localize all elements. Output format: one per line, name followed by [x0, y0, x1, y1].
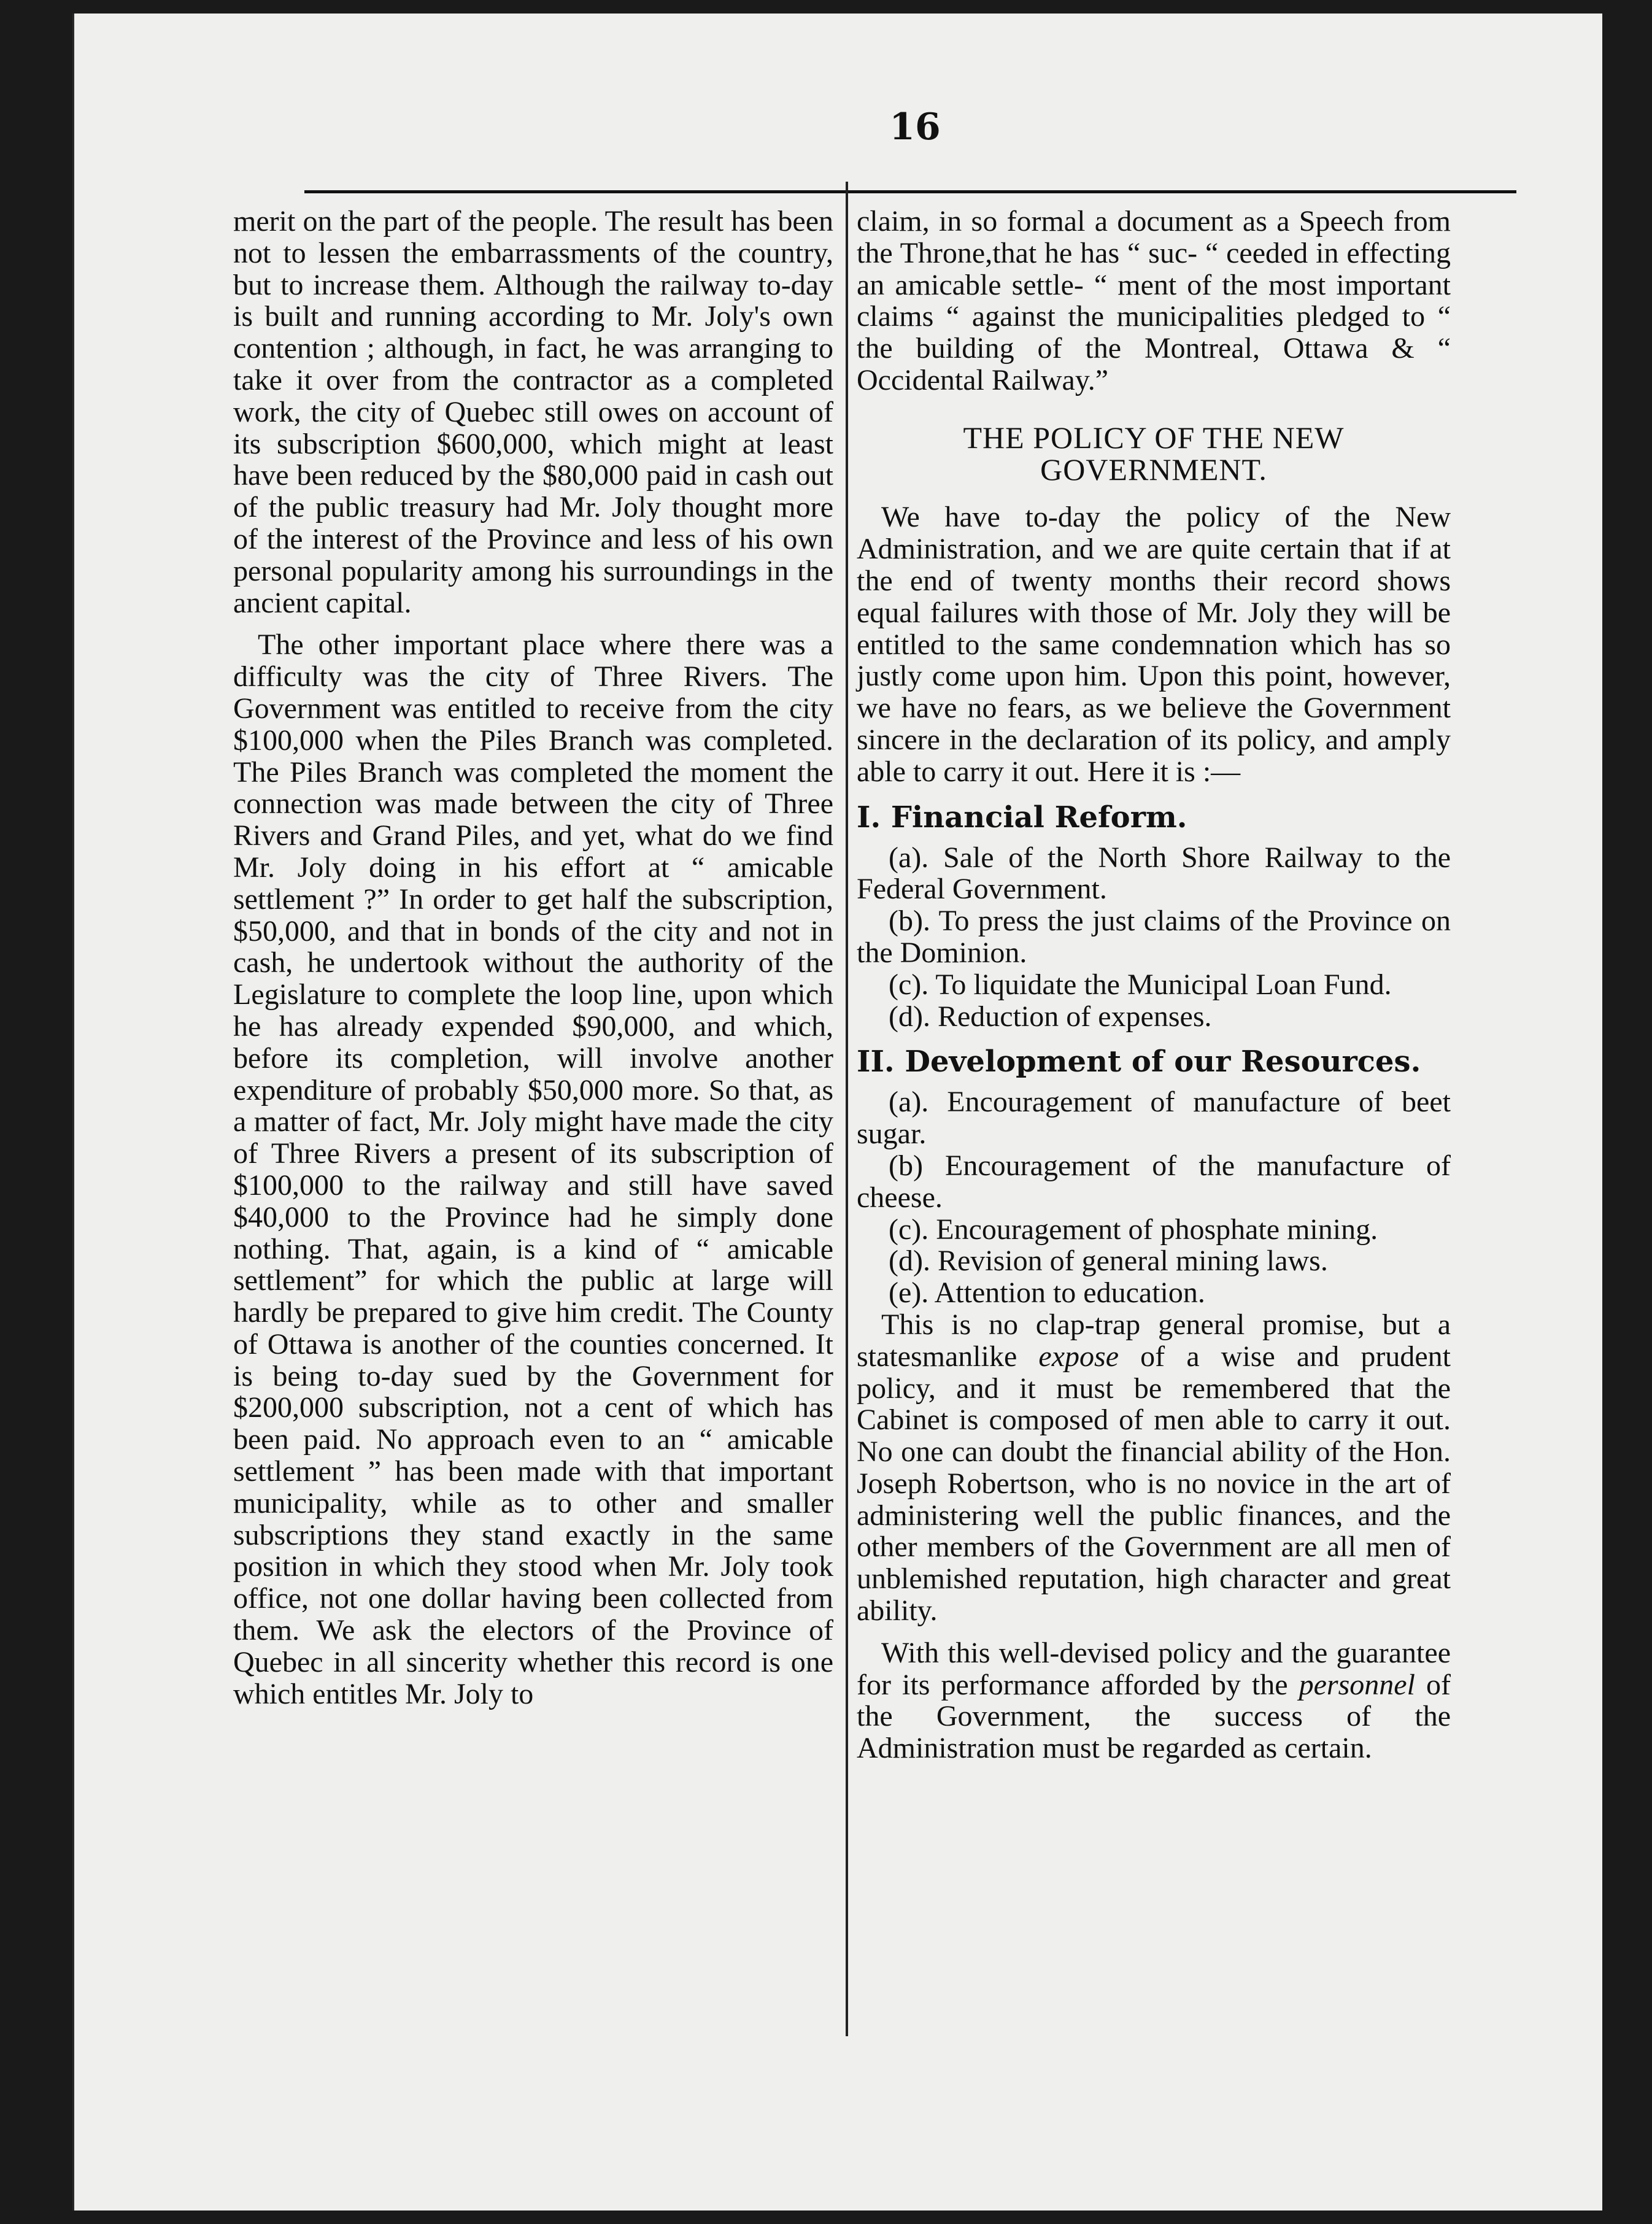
development-heading: II. Development of our Resources.	[857, 1044, 1421, 1079]
financial-item-b: (b). To press the just claims of the Province on the Dominion.	[857, 905, 1451, 969]
development-item-b: (b) Encouragement of the manufacture of cheese.	[857, 1149, 1451, 1214]
conclusion-paragraph: With this well-devised policy and the guarantee for its performance afforded by the personnel of the Government, the success of the Administration must be regarded as certain.	[857, 1636, 1451, 1765]
left-column	[233, 206, 833, 1710]
development-item-e: (e). Attention to education.	[889, 1276, 1205, 1310]
right-column	[857, 206, 1451, 1764]
policy-heading: THE POLICY OF THE NEW GOVERNMENT.	[963, 420, 1345, 487]
financial-item-c: (c). To liquidate the Municipal Loan Fund.	[889, 968, 1392, 1001]
cabinet-paragraph: This is no clap-trap general promise, but a statesmanlike expose of a wise and prudent policy, and it must be remembered that the Cabinet is composed of men able to carry it out. No one can doubt the financial ability of the Hon. Joseph Robertson, who is no novice in the art of administering well the public finances, and the other members of the Government are all men of unblemished reputation, high character and great ability.	[857, 1308, 1451, 1627]
personnel-word: personnel	[1299, 1668, 1415, 1701]
financial-reform-heading: I. Financial Reform.	[857, 800, 1187, 835]
development-item-a: (a). Encouragement of manufacture of beet sugar.	[857, 1086, 1451, 1151]
throne-speech-quote: claim, in so formal a document as a Speech from the Throne,that he has “ suc- “ ceeded in effecting an amicable settle- “ ment of the most important claims “ against the municipalities pledged to “ the building of the Montreal, Ottawa & “ Occidental Railway.”	[857, 205, 1451, 396]
financial-item-d: (d). Reduction of expenses.	[889, 1000, 1212, 1033]
development-item-c: (c). Encouragement of phosphate mining.	[889, 1213, 1378, 1246]
financial-item-a: (a). Sale of the North Shore Railway to the Federal Government.	[857, 841, 1451, 906]
header-rule	[304, 190, 1516, 193]
column-divider	[846, 182, 848, 2036]
left-paragraph-2: The other important place where there was a difficulty was the city of Three Rivers. The Government was entitled to receive from the city $100,000 when the Piles Branch was completed. The Piles Branch was completed the moment the connection was made between the city of Three Rivers and Grand Piles, and yet, what do we find Mr. Joly doing in his effort at “ amicable settlement ?” In order to get half the subscription, $50,000, and that in bonds of the city and not in cash, he undertook without the authority of the Legislature to complete the loop line, upon which he has already expended $90,000, and which, before its completion, will involve another expenditure of probably $50,000 more. So that, as a matter of fact, Mr. Joly might have made the city of Three Rivers a present of its subscription of $100,000 to the railway and still have saved $40,000 to the Province had he simply done nothing. That, again, is a kind of “ amicable settlement” for which the public at large will hardly be prepared to give him credit. The County of Ottawa is another of the counties concerned. It is being to-day sued by the Government for $200,000 subscription, not a cent of which has been paid. No approach even to an “ amicable settlement ” has been made with that important municipality, while as to other and smaller subscriptions they stand exactly in the same position in which they stood when Mr. Joly took office, not one dollar having been collected from them. We ask the electors of the Province of Quebec in all sincerity whether this record is one which entitles Mr. Joly to	[233, 628, 833, 1710]
expose-word: expose	[1038, 1340, 1119, 1373]
page-number: 16	[889, 106, 941, 149]
policy-intro: We have to-day the policy of the New Administration, and we are quite certain that if at the end of twenty months their record shows equal failures with those of Mr. Joly they will be entitled to the same condemnation which has so justly come upon him. Upon this point, however, we have no fears, as we believe the Government sincere in the declaration of its policy, and amply able to carry it out. Here it is :—	[857, 501, 1451, 788]
development-item-d: (d). Revision of general mining laws.	[889, 1245, 1328, 1278]
left-paragraph-1: merit on the part of the people. The result has been not to lessen the embarrassments of the country, but to increase them. Although the railway to-day is built and running according to Mr. Joly's own contention ; although, in fact, he was arranging to take it over from the contractor as a completed work, the city of Quebec still owes on account of its subscription $600,000, which might at least have been reduced by the $80,000 paid in cash out of the public treasury had Mr. Joly thought more of the interest of the Province and less of his own personal popularity among his surroundings in the ancient capital.	[233, 205, 833, 619]
